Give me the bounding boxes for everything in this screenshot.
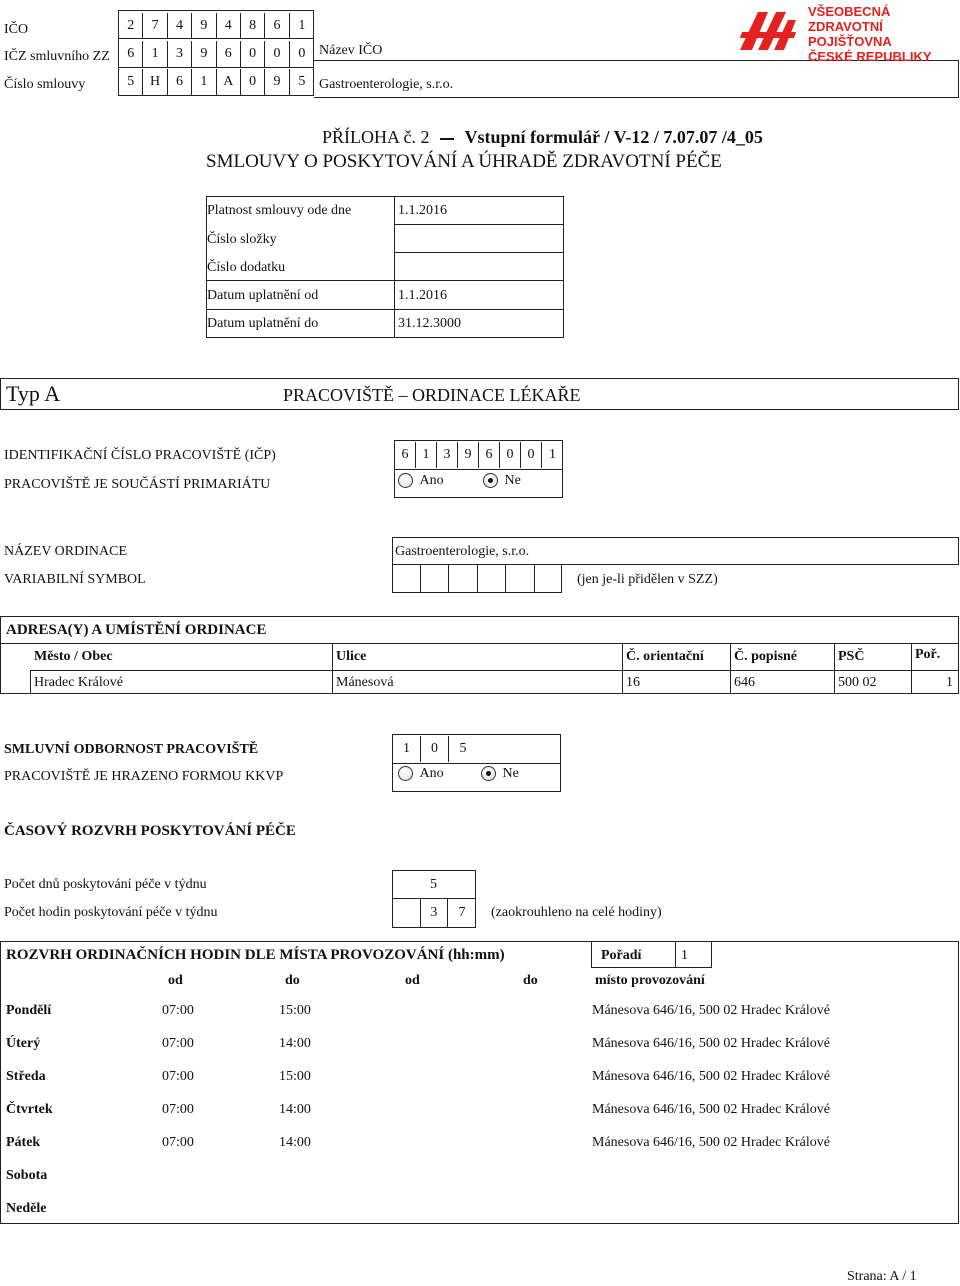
- icz-digits: [119, 41, 314, 67]
- schedule-place: Mánesova 646/16, 500 02 Hradec Králové: [592, 1003, 830, 1018]
- address-col-popis: Č. popisné: [734, 649, 798, 664]
- amendment-number-label: Číslo dodatku: [207, 260, 286, 275]
- primariat-yes-option[interactable]: [398, 473, 444, 489]
- hours-per-week-digits: [393, 899, 476, 927]
- apply-from-label: Datum uplatnění od: [207, 288, 319, 303]
- vzp-logo-icon: [738, 6, 798, 52]
- contract-digit: 0: [241, 69, 265, 95]
- title-line-2: SMLOUVY O POSKYTOVÁNÍ A ÚHRADĚ ZDRAVOTNÍ PÉČE: [206, 151, 722, 172]
- schedule-from-1: 07:00: [162, 1036, 194, 1051]
- schedule-day: Středa: [6, 1069, 46, 1084]
- primariat-yes-label: Ano: [419, 473, 444, 488]
- ico-digit: 6: [265, 13, 289, 39]
- ico-digit: 2: [119, 13, 143, 39]
- hours-note: (zaokrouhleno na celé hodiny): [491, 905, 662, 920]
- schedule-to-1: 14:00: [279, 1102, 311, 1117]
- contract-digit: 5: [119, 69, 143, 95]
- contract-digit: 6: [168, 69, 192, 95]
- order-label: Pořadí: [601, 948, 642, 963]
- address-col-street: Ulice: [336, 649, 367, 664]
- hours-per-week-label: Počet hodin poskytování péče v týdnu: [4, 905, 218, 920]
- address-col-psc: PSČ: [838, 649, 865, 664]
- title-dash: [440, 138, 454, 140]
- validity-from-value: 1.1.2016: [398, 203, 447, 218]
- icz-digit: 0: [241, 41, 265, 67]
- address-psc: 500 02: [838, 675, 877, 690]
- type-title: PRACOVIŠTĚ – ORDINACE LÉKAŘE: [283, 385, 581, 405]
- variable-symbol-label: VARIABILNÍ SYMBOL: [4, 572, 146, 587]
- schedule-place: Mánesova 646/16, 500 02 Hradec Králové: [592, 1135, 830, 1150]
- logo-line-1: VŠEOBECNÁ: [808, 4, 891, 19]
- kkvp-label: PRACOVIŠTĚ JE HRAZENO FORMOU KKVP: [4, 769, 284, 784]
- logo-line-3: ČESKÉ REPUBLIKY: [808, 49, 932, 64]
- apply-to-value: 31.12.3000: [398, 316, 461, 331]
- schedule-place: Mánesova 646/16, 500 02 Hradec Králové: [592, 1102, 830, 1117]
- icz-digit: 6: [217, 41, 241, 67]
- address-title: ADRESA(Y) A UMÍSTĚNÍ ORDINACE: [6, 622, 267, 638]
- schedule-day: Čtvrtek: [6, 1102, 53, 1117]
- icp-digit: 3: [437, 442, 458, 468]
- address-col-city: Město / Obec: [34, 649, 113, 664]
- variable-symbol-note: (jen je-li přidělen v SZZ): [577, 572, 718, 587]
- icz-digit: 0: [298, 46, 306, 61]
- schedule-from-1: 07:00: [162, 1102, 194, 1117]
- schedule-place: Mánesova 646/16, 500 02 Hradec Králové: [592, 1036, 830, 1051]
- schedule-col-from-1: od: [168, 973, 183, 988]
- annex-label: PŘÍLOHA č. 2: [322, 127, 430, 147]
- icz-label: IČZ smluvního ZZ: [4, 49, 110, 64]
- ico-digit: 9: [192, 13, 216, 39]
- address-order: 1: [946, 675, 953, 690]
- primariat-no-option[interactable]: [483, 473, 521, 489]
- schedule-place: Mánesova 646/16, 500 02 Hradec Králové: [592, 1069, 830, 1084]
- contract-digit: 9: [265, 69, 289, 95]
- primariat-label: PRACOVIŠTĚ JE SOUČÁSTÍ PRIMARIÁTU: [4, 477, 271, 492]
- primariat-no-radio[interactable]: [483, 473, 498, 488]
- icz-digit: 9: [192, 41, 216, 67]
- folder-number-label: Číslo složky: [207, 232, 277, 247]
- kkvp-no-option[interactable]: [481, 766, 519, 782]
- ico-label: IČO: [4, 22, 29, 37]
- icp-digit: 6: [395, 442, 416, 468]
- ico-digit: 7: [143, 13, 167, 39]
- icp-digit: 0: [521, 442, 542, 468]
- schedule-from-1: 07:00: [162, 1003, 194, 1018]
- contract-digit: H: [143, 69, 167, 95]
- hours-digit: 3: [421, 899, 449, 927]
- contract-number-label: Číslo smlouvy: [4, 77, 86, 92]
- address-orient: 16: [626, 675, 640, 690]
- logo-line-2: ZDRAVOTNÍ POJIŠŤOVNA: [808, 19, 892, 49]
- specialty-digit: 1: [393, 736, 421, 762]
- schedule-to-1: 14:00: [279, 1135, 311, 1150]
- kkvp-yes-label: Ano: [419, 766, 444, 781]
- icp-digit: 9: [458, 442, 479, 468]
- schedule-day: Sobota: [6, 1168, 48, 1183]
- hours-digit: 7: [458, 905, 466, 920]
- icp-digit: 0: [500, 442, 521, 468]
- icz-digit: 6: [119, 41, 143, 67]
- schedule-day: Úterý: [6, 1036, 41, 1051]
- primariat-yes-radio[interactable]: [398, 473, 413, 488]
- apply-to-label: Datum uplatnění do: [207, 316, 319, 331]
- timing-title: ČASOVÝ ROZVRH POSKYTOVÁNÍ PÉČE: [4, 823, 296, 839]
- kkvp-no-radio[interactable]: [481, 766, 496, 781]
- icz-digit: 0: [265, 41, 289, 67]
- icp-digit: 1: [549, 447, 556, 462]
- ico-digit: 1: [298, 18, 306, 33]
- icz-digit: 3: [168, 41, 192, 67]
- address-street: Mánesová: [336, 675, 394, 690]
- ico-digits: [119, 13, 314, 39]
- specialty-digit: 5: [459, 741, 467, 756]
- ico-digit: 4: [217, 13, 241, 39]
- ico-digit: 8: [241, 13, 265, 39]
- schedule-from-1: 07:00: [162, 1135, 194, 1150]
- type-label: Typ A: [6, 381, 61, 406]
- office-name-value: Gastroenterologie, s.r.o.: [395, 544, 530, 559]
- schedule-title: ROZVRH ORDINAČNÍCH HODIN DLE MÍSTA PROVOZOVÁNÍ (hh:mm): [6, 947, 505, 963]
- contract-digit: A: [217, 69, 241, 95]
- primariat-no-label: Ne: [504, 473, 521, 488]
- contract-digit: 1: [192, 69, 216, 95]
- icp-label: IDENTIFIKAČNÍ ČÍSLO PRACOVIŠTĚ (IČP): [4, 448, 276, 463]
- schedule-col-to-1: do: [285, 973, 300, 988]
- address-city: Hradec Králové: [34, 675, 124, 690]
- icp-digit: 6: [479, 442, 500, 468]
- contract-digits: [119, 69, 314, 95]
- schedule-day: Neděle: [6, 1201, 47, 1216]
- icp-digits: [395, 442, 563, 468]
- schedule-day: Pondělí: [6, 1003, 52, 1018]
- schedule-to-1: 15:00: [279, 1069, 311, 1084]
- vzp-logo: [738, 4, 958, 64]
- kkvp-no-label: Ne: [502, 766, 519, 781]
- office-name-label: NÁZEV ORDINACE: [4, 544, 128, 559]
- schedule-from-1: 07:00: [162, 1069, 194, 1084]
- apply-from-value: 1.1.2016: [398, 288, 447, 303]
- schedule-col-from-2: od: [405, 973, 420, 988]
- form-id: Vstupní formulář / V-12 / 7.07.07 /4_05: [464, 127, 763, 147]
- title-line-1: [322, 126, 763, 148]
- name-ico-value: Gastroenterologie, s.r.o.: [319, 77, 454, 92]
- validity-from-label: Platnost smlouvy ode dne: [207, 203, 352, 218]
- ico-digit: 4: [168, 13, 192, 39]
- icz-digit: 1: [143, 41, 167, 67]
- address-popis: 646: [734, 675, 755, 690]
- page-number: Strana: A / 1: [847, 1269, 917, 1284]
- schedule-to-1: 14:00: [279, 1036, 311, 1051]
- contract-digit: 5: [298, 74, 306, 89]
- address-col-orient: Č. orientační: [626, 649, 704, 664]
- address-col-order: Poř.: [915, 647, 941, 662]
- schedule-col-place: místo provozování: [595, 973, 705, 988]
- icp-digit: 1: [416, 442, 437, 468]
- schedule-to-1: 15:00: [279, 1003, 311, 1018]
- specialty-digits: [393, 736, 477, 762]
- schedule-day: Pátek: [6, 1135, 41, 1150]
- days-per-week-label: Počet dnů poskytování péče v týdnu: [4, 877, 207, 892]
- specialty-label: SMLUVNÍ ODBORNOST PRACOVIŠTĚ: [4, 742, 259, 757]
- specialty-digit: 0: [421, 736, 449, 762]
- name-ico-label: Název IČO: [319, 43, 383, 58]
- hours-digit: [393, 899, 421, 927]
- order-value: 1: [681, 948, 688, 963]
- kkvp-yes-radio[interactable]: [398, 766, 413, 781]
- schedule-col-to-2: do: [523, 973, 538, 988]
- kkvp-yes-option[interactable]: [398, 766, 444, 782]
- days-per-week-value: 5: [430, 877, 437, 892]
